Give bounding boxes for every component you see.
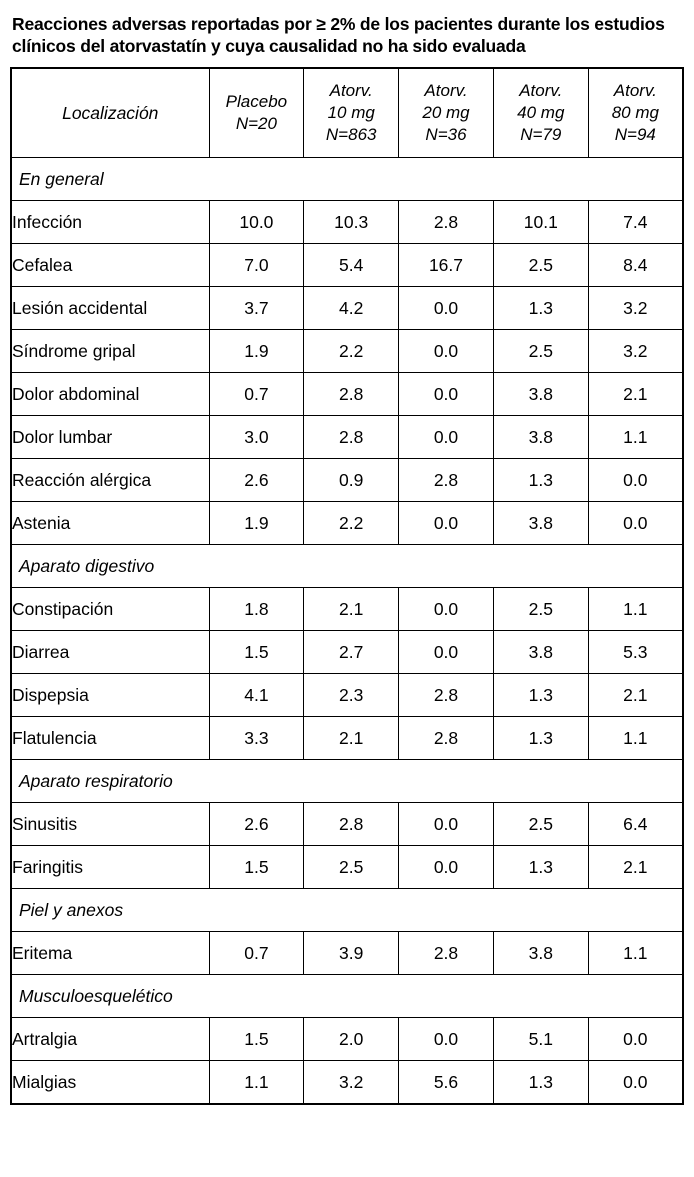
row-value: 2.6 — [209, 459, 304, 502]
table-row — [11, 287, 683, 330]
row-value: 2.6 — [209, 803, 304, 846]
row-value: 2.8 — [399, 932, 494, 975]
table-row — [11, 1018, 683, 1061]
row-value: 4.2 — [304, 287, 399, 330]
row-label: Sinusitis — [11, 803, 209, 846]
row-value: 16.7 — [399, 244, 494, 287]
row-value: 1.1 — [588, 588, 683, 631]
adverse-reactions-table — [10, 67, 684, 1105]
row-value: 0.0 — [399, 846, 494, 889]
row-value: 3.2 — [588, 330, 683, 373]
row-value: 0.0 — [588, 1018, 683, 1061]
row-value: 10.0 — [209, 201, 304, 244]
row-value: 0.9 — [304, 459, 399, 502]
row-value: 1.1 — [588, 717, 683, 760]
row-value: 2.5 — [493, 588, 588, 631]
page-title: Reacciones adversas reportadas por ≥ 2% de los pacientes durante los estudios clínicos del atorvastatín y cuya causalidad no ha sido evaluada — [12, 14, 665, 56]
table-row — [11, 330, 683, 373]
row-value: 3.3 — [209, 717, 304, 760]
column-header-1 — [209, 68, 304, 158]
row-value: 0.0 — [399, 502, 494, 545]
row-value: 1.3 — [493, 1061, 588, 1105]
row-value: 8.4 — [588, 244, 683, 287]
table-row — [11, 588, 683, 631]
row-value: 10.1 — [493, 201, 588, 244]
table-row — [11, 846, 683, 889]
table-row — [11, 717, 683, 760]
row-value: 5.4 — [304, 244, 399, 287]
column-header-line: Localización — [62, 102, 159, 123]
column-header-4 — [493, 68, 588, 158]
row-value: 1.8 — [209, 588, 304, 631]
row-value: 2.5 — [493, 244, 588, 287]
row-value: 3.2 — [588, 287, 683, 330]
row-value: 2.8 — [399, 459, 494, 502]
row-value: 2.1 — [304, 717, 399, 760]
column-header-line: Atorv. — [329, 81, 373, 101]
table-row — [11, 459, 683, 502]
section-label: Musculoesquelético — [11, 975, 683, 1018]
column-header-3 — [399, 68, 494, 158]
table-row — [11, 416, 683, 459]
row-value: 10.3 — [304, 201, 399, 244]
row-value: 2.1 — [304, 588, 399, 631]
row-value: 0.7 — [209, 932, 304, 975]
row-value: 2.0 — [304, 1018, 399, 1061]
row-value: 2.8 — [399, 674, 494, 717]
row-label: Artralgia — [11, 1018, 209, 1061]
row-value: 3.8 — [493, 932, 588, 975]
row-value: 0.0 — [399, 416, 494, 459]
row-label: Síndrome gripal — [11, 330, 209, 373]
row-value: 2.7 — [304, 631, 399, 674]
row-label: Diarrea — [11, 631, 209, 674]
row-value: 2.1 — [588, 674, 683, 717]
row-value: 1.1 — [209, 1061, 304, 1105]
table-row — [11, 674, 683, 717]
row-value: 1.3 — [493, 459, 588, 502]
row-value: 5.3 — [588, 631, 683, 674]
table-row — [11, 244, 683, 287]
column-header-localizacion — [11, 68, 209, 158]
column-header-line: 20 mg — [422, 103, 470, 123]
row-value: 2.5 — [304, 846, 399, 889]
row-value: 3.8 — [493, 502, 588, 545]
section-label: En general — [11, 158, 683, 201]
row-value: 2.2 — [304, 502, 399, 545]
row-label: Dispepsia — [11, 674, 209, 717]
row-label: Constipación — [11, 588, 209, 631]
row-value: 2.2 — [304, 330, 399, 373]
row-value: 1.9 — [209, 502, 304, 545]
section-label: Aparato digestivo — [11, 545, 683, 588]
row-value: 1.5 — [209, 1018, 304, 1061]
row-value: 2.5 — [493, 330, 588, 373]
row-value: 0.0 — [399, 588, 494, 631]
column-header-line: Atorv. — [613, 81, 657, 101]
row-value: 2.8 — [304, 803, 399, 846]
column-header-line: N=94 — [614, 124, 656, 144]
table-header-row — [11, 68, 683, 158]
column-header-5 — [588, 68, 683, 158]
section-label: Aparato respiratorio — [11, 760, 683, 803]
row-value: 3.2 — [304, 1061, 399, 1105]
row-value: 7.4 — [588, 201, 683, 244]
row-value: 0.0 — [399, 373, 494, 416]
row-value: 1.1 — [588, 416, 683, 459]
row-value: 5.6 — [399, 1061, 494, 1105]
row-label: Dolor lumbar — [11, 416, 209, 459]
row-value: 2.8 — [304, 416, 399, 459]
column-header-2 — [304, 68, 399, 158]
table-row — [11, 803, 683, 846]
column-header-line: N=863 — [325, 124, 377, 144]
row-value: 6.4 — [588, 803, 683, 846]
column-header-line: Atorv. — [519, 81, 563, 101]
row-label: Faringitis — [11, 846, 209, 889]
row-value: 0.0 — [399, 287, 494, 330]
row-value: 3.9 — [304, 932, 399, 975]
row-value: 0.0 — [399, 1018, 494, 1061]
column-header-line: Placebo — [225, 92, 288, 112]
row-value: 0.0 — [399, 330, 494, 373]
row-value: 0.0 — [588, 459, 683, 502]
table-row — [11, 201, 683, 244]
column-header-line: 40 mg — [517, 103, 565, 123]
column-header-line: N=20 — [235, 114, 277, 134]
row-value: 0.7 — [209, 373, 304, 416]
table-row — [11, 631, 683, 674]
row-value: 7.0 — [209, 244, 304, 287]
row-label: Lesión accidental — [11, 287, 209, 330]
column-header-line: N=36 — [425, 124, 467, 144]
row-label: Astenia — [11, 502, 209, 545]
table-row — [11, 373, 683, 416]
section-row — [11, 545, 683, 588]
row-label: Reacción alérgica — [11, 459, 209, 502]
row-value: 1.3 — [493, 846, 588, 889]
row-value: 2.8 — [399, 201, 494, 244]
row-value: 2.1 — [588, 373, 683, 416]
table-row — [11, 1061, 683, 1105]
row-label: Dolor abdominal — [11, 373, 209, 416]
column-header-line: 80 mg — [611, 103, 659, 123]
column-header-line: N=79 — [520, 124, 562, 144]
row-value: 0.0 — [399, 631, 494, 674]
row-value: 3.8 — [493, 416, 588, 459]
row-label: Mialgias — [11, 1061, 209, 1105]
row-value: 2.1 — [588, 846, 683, 889]
row-value: 0.0 — [588, 1061, 683, 1105]
row-label: Flatulencia — [11, 717, 209, 760]
row-value: 3.8 — [493, 631, 588, 674]
row-value: 4.1 — [209, 674, 304, 717]
section-label: Piel y anexos — [11, 889, 683, 932]
row-value: 0.0 — [588, 502, 683, 545]
section-row — [11, 158, 683, 201]
column-header-line: Atorv. — [424, 81, 468, 101]
row-value: 5.1 — [493, 1018, 588, 1061]
row-value: 3.0 — [209, 416, 304, 459]
row-value: 1.9 — [209, 330, 304, 373]
row-value: 1.3 — [493, 717, 588, 760]
row-value: 1.3 — [493, 287, 588, 330]
row-value: 0.0 — [399, 803, 494, 846]
table-header — [11, 68, 683, 158]
column-header-line: 10 mg — [327, 103, 375, 123]
row-value: 2.5 — [493, 803, 588, 846]
row-value: 1.5 — [209, 846, 304, 889]
section-row — [11, 975, 683, 1018]
table-row — [11, 932, 683, 975]
row-label: Eritema — [11, 932, 209, 975]
row-value: 3.7 — [209, 287, 304, 330]
row-label: Infección — [11, 201, 209, 244]
row-value: 3.8 — [493, 373, 588, 416]
row-value: 2.3 — [304, 674, 399, 717]
row-value: 2.8 — [399, 717, 494, 760]
table-row — [11, 502, 683, 545]
row-label: Cefalea — [11, 244, 209, 287]
section-row — [11, 889, 683, 932]
row-value: 1.1 — [588, 932, 683, 975]
section-row — [11, 760, 683, 803]
row-value: 1.5 — [209, 631, 304, 674]
row-value: 1.3 — [493, 674, 588, 717]
table-body — [11, 158, 683, 1105]
row-value: 2.8 — [304, 373, 399, 416]
